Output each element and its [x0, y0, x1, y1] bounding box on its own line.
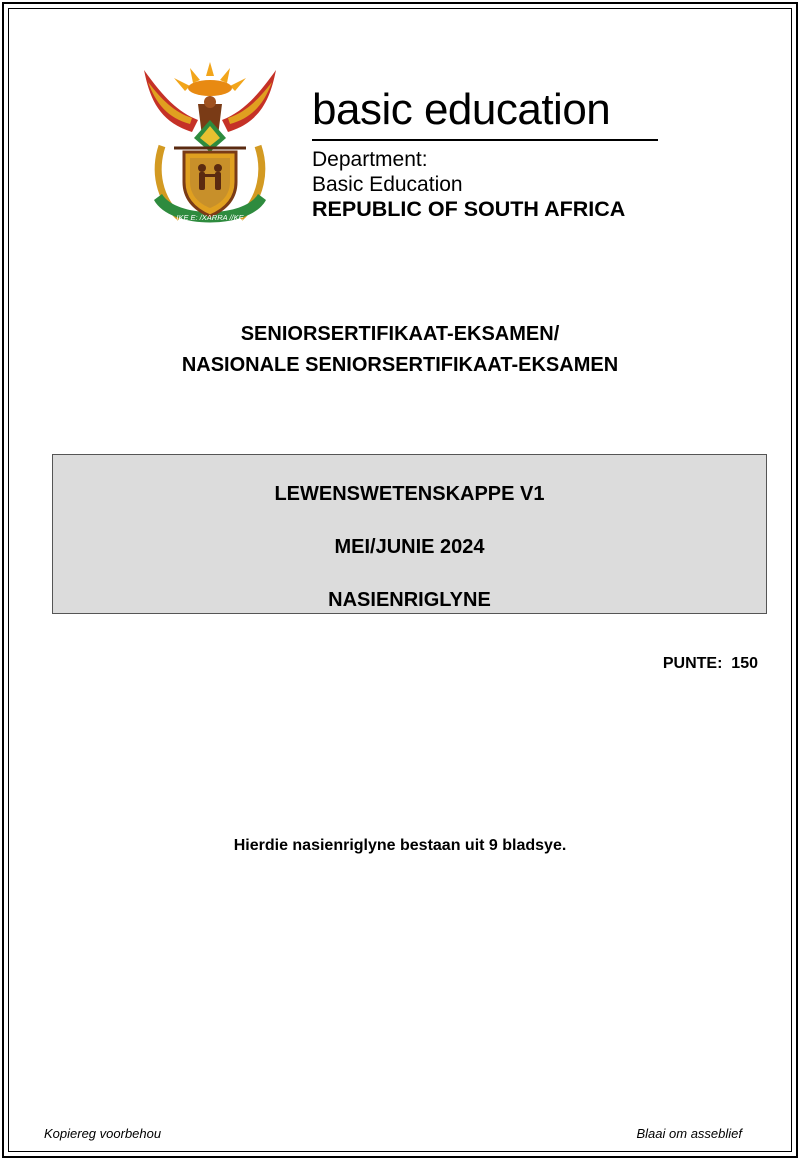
department-label: Department: [312, 148, 428, 171]
subject-name: LEWENSWETENSKAPPE V1 [274, 483, 545, 505]
exam-title-line-1: SENIORSERTIFIKAAT-EKSAMEN/ [240, 323, 560, 345]
coat-of-arms-icon [140, 60, 280, 232]
brand-title: basic education [312, 85, 611, 134]
subject-box [52, 454, 767, 614]
exam-title [0, 319, 800, 381]
total-marks: PUNTE: 150 [662, 655, 758, 672]
footer-copyright: Kopiereg voorbehou [44, 1126, 162, 1141]
page-count-note: Hierdie nasienriglyne bestaan uit 9 bladsye. [233, 837, 567, 854]
document-type: NASIENRIGLYNE [328, 589, 491, 611]
exam-title-line-2: NASIONALE SENIORSERTIFIKAAT-EKSAMEN [181, 354, 619, 376]
footer-turn-over: Blaai om asseblief [636, 1126, 742, 1141]
crest-motto: IKE E: /XARRA //KE [176, 213, 244, 222]
department-name: Basic Education [312, 173, 463, 196]
exam-session: MEI/JUNIE 2024 [334, 536, 485, 558]
brand-underline [312, 139, 658, 141]
country-name: REPUBLIC OF SOUTH AFRICA [312, 197, 626, 221]
